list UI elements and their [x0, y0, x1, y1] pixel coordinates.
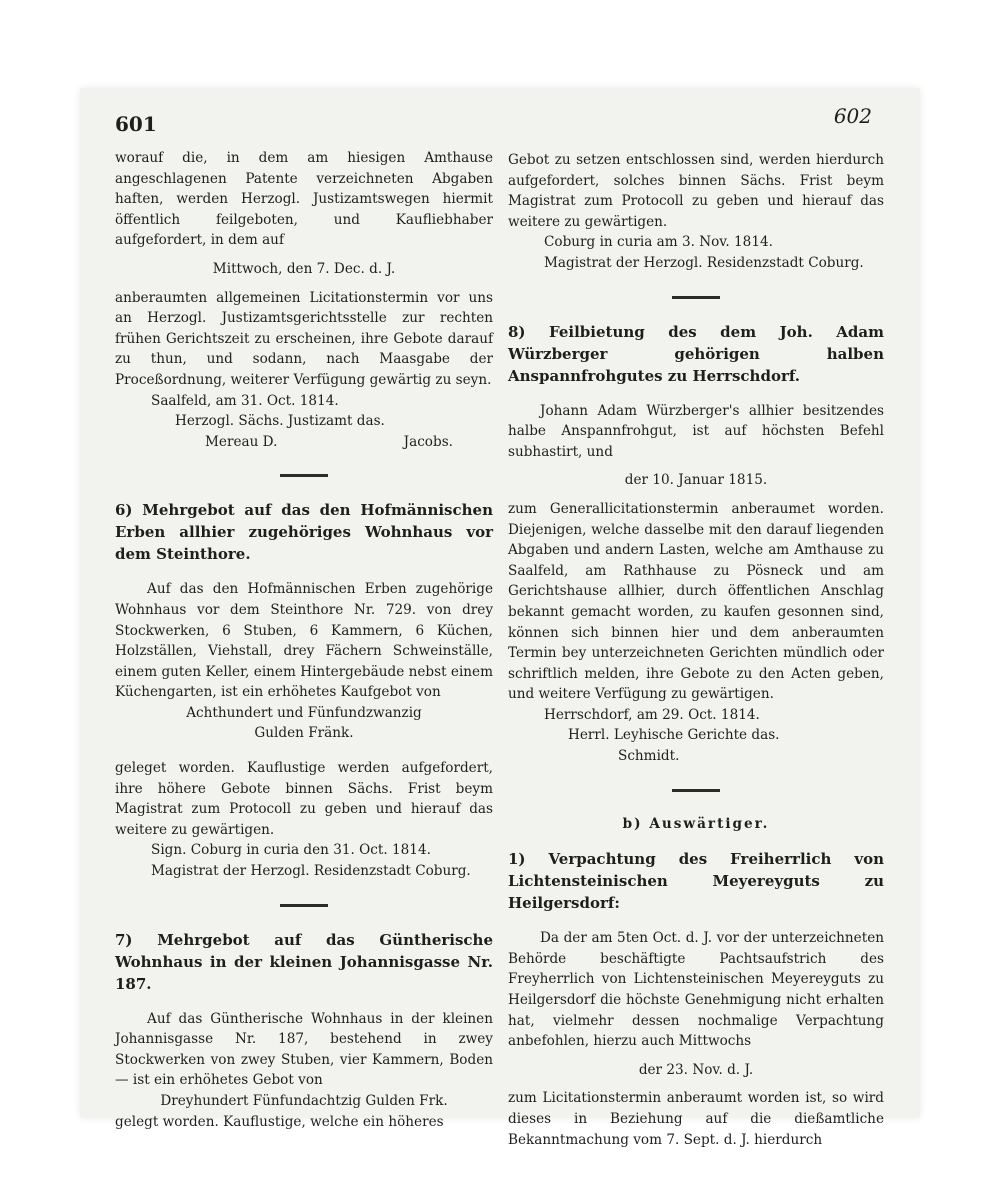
paragraph: worauf die, in dem am hiesigen Amthause angeschlagenen Patente verzeichneten Abgaben haften, werden Herzogl. Justizamtswegen hiermit öffentlich feilgeboten, und Kaufliebhaber aufgefordert, in dem auf: [115, 150, 493, 249]
amount-line: Achthundert und Fünfundzwanzig: [186, 704, 422, 721]
section-divider: [280, 474, 328, 477]
page-number-left: 601: [115, 112, 157, 136]
paragraph: Auf das Güntherische Wohnhaus in der kleinen Johannisgasse Nr. 187, bestehend in zwey Stockwerken von zwey Stuben, vier Kammern, Boden — ist ein erhöhetes Gebot von: [115, 1010, 493, 1089]
section-heading-8: 8) Feilbietung des dem Joh. Adam Würzberger gehörigen halben Anspannfrohgutes zu Herrschdorf.: [508, 322, 884, 385]
right-column: [508, 150, 884, 1150]
paragraph: zum Generallicitationstermin anberaumet worden. Diejenigen, welche dasselbe mit den darauf liegenden Abgaben und andern Lasten, welche am Amthause zu Saalfeld, am Rathhause zu Pösneck und am Gerichtshause allhier, durch öffentlichen Anschlag bekannt gemacht worden, zu kaufen gesonnen sind, können sich binnen hier und dem anberaumten Termin bey unterzeichneten Gerichten mündlich oder schriftlich melden, ihre Gebote zu den Acten geben, und weitere Verfügung zu gewärtigen.: [508, 500, 884, 703]
paragraph: gelegt worden. Kauflustige, welche ein höheres: [115, 1113, 444, 1130]
left-column: [115, 148, 493, 1132]
paragraph: Auf das den Hofmännischen Erben zugehörige Wohnhaus vor dem Steinthore Nr. 729. von drey Stockwerken, 6 Stuben, 6 Kammern, 6 Küchen, Holzställen, Viehstall, drey Fächern Schweinställe, einem guten Keller, einem Hintergebäude nebst einem Küchengarten, ist ein erhöhetes Kaufgebot von: [115, 581, 493, 701]
place-date: Sign. Coburg in curia den 31. Oct. 1814.: [151, 842, 431, 859]
date-line: der 10. Januar 1815.: [624, 472, 768, 489]
page-number-right: 602: [833, 104, 872, 128]
date-line: Mittwoch, den 7. Dec. d. J.: [212, 260, 396, 277]
signatory-name: Jacobs.: [403, 433, 453, 450]
section-heading-7: 7) Mehrgebot auf das Güntherische Wohnhaus in der kleinen Johannisgasse Nr. 187.: [115, 930, 493, 993]
signature: Magistrat der Herzogl. Residenzstadt Coburg.: [544, 254, 864, 271]
paragraph: Da der am 5ten Oct. d. J. vor der unterzeichneten Behörde beschäftigte Pachtsaufstrich des Freyherrlich von Lichtensteinischen Meyereyguts zu Heilgersdorf die höchste Genehmigung nicht erhalten hat, vielmehr dessen nochmalige Verpachtung anbefohlen, hierzu auch Mittwochs: [508, 930, 884, 1050]
paragraph: zum Licitationstermin anberaumt worden ist, so wird dieses in Beziehung auf die dießamtliche Bekanntmachung vom 7. Sept. d. J. hierdurch: [508, 1090, 884, 1148]
section-divider: [280, 904, 328, 907]
place-date: Coburg in curia am 3. Nov. 1814.: [544, 234, 773, 251]
signature: Herrl. Leyhische Gerichte das.: [568, 727, 780, 744]
signature: Magistrat der Herzogl. Residenzstadt Coburg.: [151, 863, 471, 880]
paragraph: anberaumten allgemeinen Licitationstermin vor uns an Herzogl. Justizamtsgerichtsstelle zur rechten frühen Gerichtszeit zu erscheinen, ihre Gebote darauf zu thun, und sodann, nach Maasgabe der Proceßordnung, weiterer Verfügung gewärtig zu seyn.: [115, 289, 493, 388]
amount-line: Gulden Fränk.: [254, 725, 354, 742]
place-date: Saalfeld, am 31. Oct. 1814.: [151, 392, 339, 409]
date-line: der 23. Nov. d. J.: [638, 1061, 754, 1078]
section-divider: [672, 296, 720, 299]
paragraph: geleget worden. Kauflustige werden aufgefordert, ihre höhere Gebote binnen Sächs. Frist beym Magistrat zum Protocoll zu geben und hierauf das weitere zu gewärtigen.: [115, 760, 493, 838]
signature: Herzogl. Sächs. Justizamt das.: [175, 413, 385, 430]
amount-line: Dreyhundert Fünfundachtzig Gulden Frk.: [160, 1093, 448, 1109]
paragraph: Gebot zu setzen entschlossen sind, werden hierdurch aufgefordert, solches binnen Sächs. Frist beym Magistrat zum Protocoll zu geben und hierauf das weitere zu gewärtigen.: [508, 152, 884, 230]
section-divider: [672, 789, 720, 792]
signatory-name: Mereau D.: [205, 433, 278, 450]
section-heading-6: 6) Mehrgebot auf das den Hofmännischen Erben allhier zugehöriges Wohnhaus vor dem Steinthore.: [115, 501, 493, 564]
signatory-name: Schmidt.: [618, 748, 680, 765]
section-heading-1: 1) Verpachtung des Freiherrlich von Lichtensteinischen Meyereyguts zu Heilgersdorf:: [508, 850, 884, 913]
paragraph: Johann Adam Würzberger's allhier besitzendes halbe Anspannfrohgut, ist auf höchsten Befehl subhastirt, und: [508, 402, 884, 460]
signature-names: [115, 432, 493, 453]
subsection-heading: b) Auswärtiger.: [622, 815, 770, 832]
place-date: Herrschdorf, am 29. Oct. 1814.: [544, 706, 760, 723]
